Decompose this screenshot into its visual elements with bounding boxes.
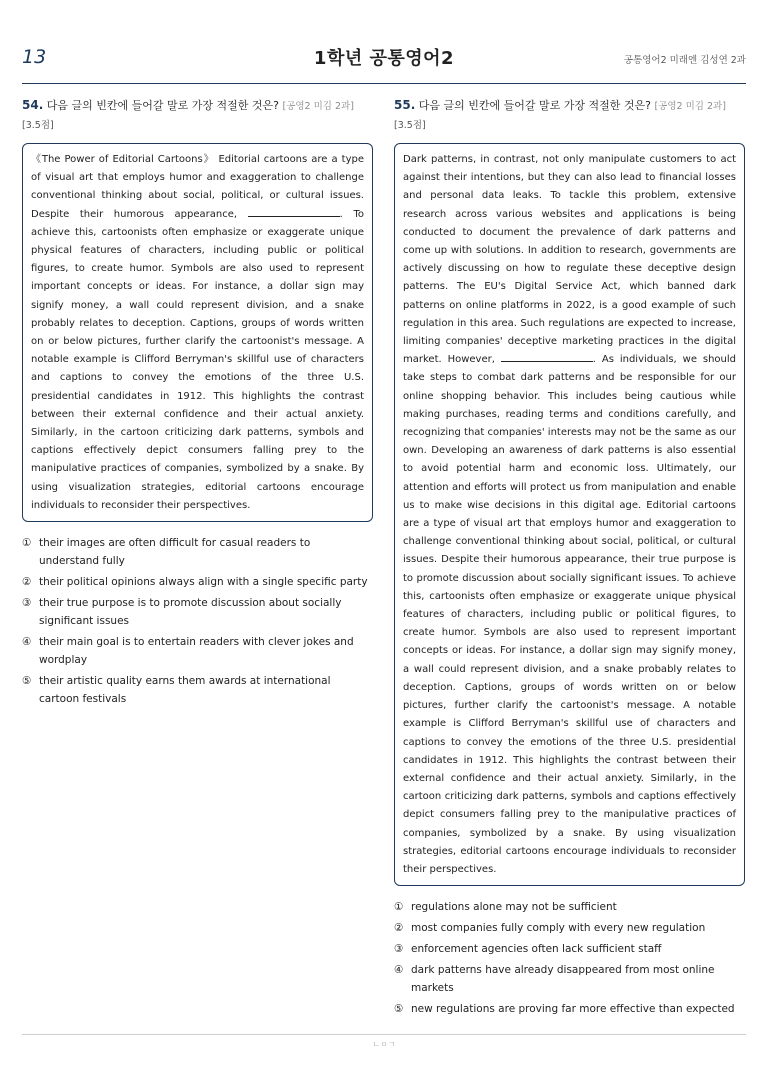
option-number: ⑤ [22,675,32,688]
answer-option[interactable] [22,573,373,591]
page-header [22,40,746,84]
passage-text-after-blank: . To achieve this, cartoonists often emphasize or exaggerate unique physical features of characters, including public or political figures, to create humor. Symbols are also used to represent important concepts or ideas. For instance, a dollar sign may signify money, a wall could represent division, and a snake probably relates to deception. Captions, groups of words written on or below pictures, further clarify the cartoonist's message. A notable example is Clifford Berryman's skillful use of characters and captions to convey the emotions of the three U.S. presidential candidates in 1912. This highlights the contrast between their external confidence and their actual anxiety. Similarly, in the cartoon criticizing dark patterns, symbols and captions effectively depict consumers falling prey to the manipulative practices of companies, symbolized by a snake. By using visualization strategies, editorial cartoons encourage individuals to reconsider their perspectives. [31,208,364,511]
page-title: 1학년 공통영어2 [313,48,455,69]
answer-option[interactable] [22,633,373,669]
question-54 [22,96,373,711]
option-number: ④ [394,964,404,977]
question-55-points: [3.5점] [394,120,426,131]
option-number: ③ [22,597,32,610]
footer-mark: ㄴㅇㄱ [372,1040,396,1049]
question-55-passage [394,143,745,886]
option-number: ⑤ [394,1003,404,1016]
option-text: their images are often difficult for casual readers to understand fully [39,537,311,568]
question-55-tag: [공영2 미김 2과] [654,101,726,112]
question-55-title [394,96,745,135]
option-text: their main goal is to entertain readers with clever jokes and wordplay [39,636,354,667]
option-number: ④ [22,636,32,649]
option-number: ② [394,922,404,935]
question-54-passage [22,143,373,522]
answer-blank [501,352,593,362]
page-footer [22,1034,746,1049]
option-text: their artistic quality earns them awards at international cartoon festivals [39,675,331,706]
option-text: regulations alone may not be sufficient [411,901,617,914]
page-number: 13 [22,46,47,68]
question-55-number: 55. [394,98,416,112]
question-55-prompt: 다음 글의 빈칸에 들어갈 말로 가장 적절한 것은? [418,99,651,112]
question-55 [394,96,745,1021]
answer-option[interactable] [394,940,745,958]
option-text: enforcement agencies often lack sufficient staff [411,943,662,956]
answer-option[interactable] [22,534,373,570]
question-54-tag: [공영2 미김 2과] [282,101,354,112]
option-text: their political opinions always align with a single specific party [39,576,368,589]
option-number: ② [22,576,32,589]
question-54-number: 54. [22,98,44,112]
option-text: most companies fully comply with every new regulation [411,922,706,935]
option-number: ③ [394,943,404,956]
passage-text-before-blank: 《The Power of Editorial Cartoons》 Editorial cartoons are a type of visual art that employs humor and exaggeration to challenge conventional thinking about social, political, or cultural issues. Despite their humorous appearance, [31,154,364,220]
answer-option[interactable] [394,961,745,997]
option-number: ① [22,537,32,550]
answer-option[interactable] [394,898,745,916]
option-text: their true purpose is to promote discussion about socially significant issues [39,597,342,628]
question-54-prompt: 다음 글의 빈칸에 들어갈 말로 가장 적절한 것은? [46,99,279,112]
answer-option[interactable] [394,919,745,937]
option-text: new regulations are proving far more effective than expected [411,1003,735,1016]
question-55-options [394,898,745,1018]
answer-option[interactable] [22,594,373,630]
question-54-options [22,534,373,708]
passage-text-after-blank: . As individuals, we should take steps to combat dark patterns and be responsible for our online shopping behavior. This includes being cautious while making purchases, reading terms and conditions carefully, and recognizing that companies' interests may not be the same as our own. Developing an awareness of dark patterns is also essential to avoid potential harm and economic loss. Ultimately, our attention and efforts will protect us from manipulation and enable us to make wise decisions in this digital age. Editorial cartoons are a type of visual art that employs humor and exaggeration to challenge conventional thinking about social, political, or cultural issues. Despite their humorous appearance, their true purpose is to promote discussion about socially significant issues. To achieve this, cartoonists often emphasize or exaggerate unique physical features of characters, including public or political figures, to create humor. Symbols are also used to represent important concepts or ideas. For instance, a dollar sign may signify money, a wall could represent division, and a snake probably relates to deception. Captions, groups of words written on or below pictures, further clarify the cartoonist's message. A notable example is Clifford Berryman's skillful use of characters and captions to convey the emotions of the three U.S. presidential candidates in 1912. This highlights the contrast between their external confidence and their actual anxiety. Similarly, in the cartoon criticizing dark patterns, symbols and captions effectively depict consumers falling prey to the manipulative practices of companies, symbolized by a snake. By using visualization strategies, editorial cartoons encourage individuals to reconsider their perspectives. [403,354,736,875]
option-number: ① [394,901,404,914]
passage-text-before-blank: Dark patterns, in contrast, not only manipulate customers to act against their intentions, but they can also lead to financial losses and personal data leaks. To tackle this problem, extensive research across various websites and applications is being conducted to document the prevalence of dark patterns and come up with solutions. In addition to research, governments are actively discussing on how to regulate these deceptive design patterns. The EU's Digital Service Act, which banned dark patterns on online platforms in 2022, is a good example of such regulation in this area. Such regulations are expected to increase, limiting companies' deceptive marketing practices in the digital market. However, [403,154,736,366]
answer-option[interactable] [22,672,373,708]
answer-option[interactable] [394,1000,745,1018]
page-subtitle: 공통영어2 미래엔 김성연 2과 [623,55,746,66]
option-text: dark patterns have already disappeared from most online markets [411,964,715,995]
answer-blank [248,207,340,217]
question-54-title [22,96,373,135]
question-54-points: [3.5점] [22,120,54,131]
